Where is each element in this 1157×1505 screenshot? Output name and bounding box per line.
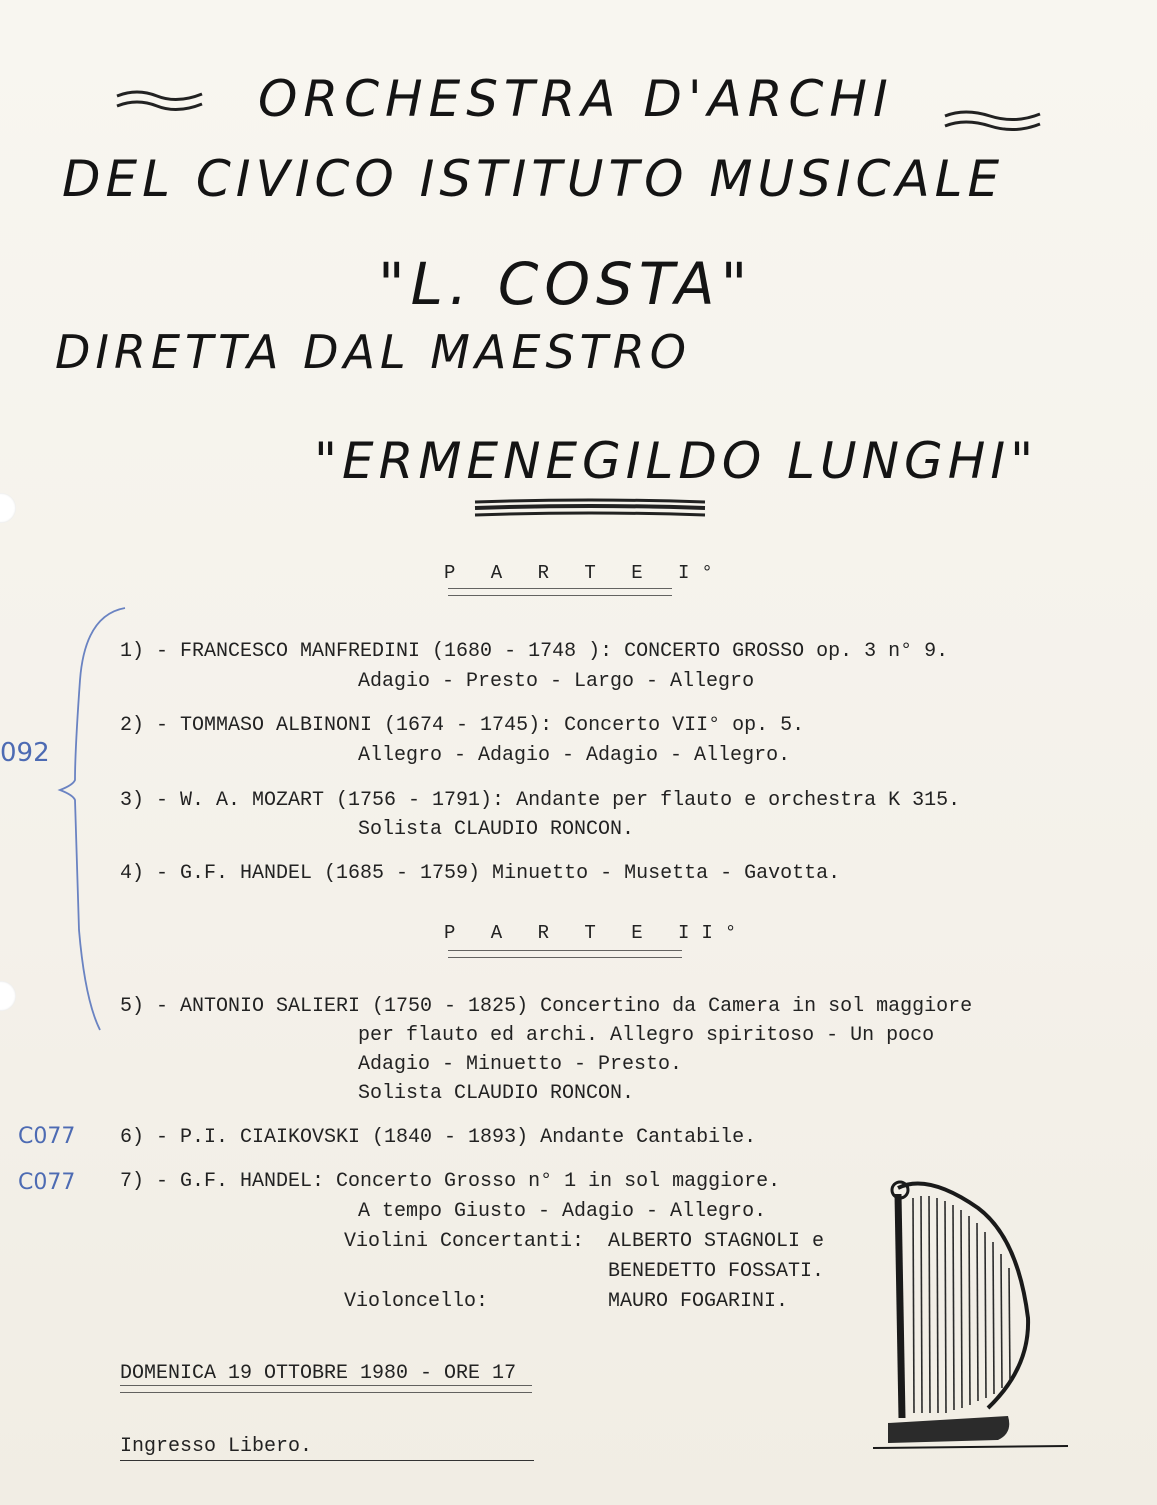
part-two-underline <box>448 950 682 958</box>
wave-ornament-left <box>112 86 212 116</box>
program-item-3-soloist: Solista CLAUDIO RONCON. <box>358 818 635 841</box>
violins-value-2: BENEDETTO FOSSATI. <box>608 1260 825 1283</box>
entry-info-underline <box>120 1460 534 1461</box>
program-item-7: 7) - G.F. HANDEL: Concerto Grosso n° 1 in sol maggiore. <box>120 1170 781 1193</box>
header-institute: DEL CIVICO ISTITUTO MUSICALE <box>62 150 1005 208</box>
punch-hole <box>0 981 16 1011</box>
program-item-4: 4) - G.F. HANDEL (1685 - 1759) Minuetto - Musetta - Gavotta. <box>120 862 841 885</box>
part-one-underline <box>448 588 672 596</box>
program-item-5-line2: per flauto ed archi. Allegro spiritoso - Un poco <box>358 1024 935 1047</box>
margin-brace <box>55 600 135 1040</box>
header-conductor-label: DIRETTA DAL MAESTRO <box>55 325 691 379</box>
program-item-1-movements: Adagio - Presto - Largo - Allegro <box>358 670 755 693</box>
header-title: ORCHESTRA D'ARCHI <box>258 70 894 128</box>
margin-note-c077: C077 <box>18 1170 76 1195</box>
program-item-3: 3) - W. A. MOZART (1756 - 1791): Andante per flauto e orchestra K 315. <box>120 789 961 812</box>
program-item-6: 6) - P.I. CIAIKOVSKI (1840 - 1893) Andante Cantabile. <box>120 1126 757 1149</box>
program-item-7-movements: A tempo Giusto - Adagio - Allegro. <box>358 1200 767 1223</box>
entry-info: Ingresso Libero. <box>120 1435 313 1458</box>
punch-hole <box>0 493 16 523</box>
cello-label: Violoncello: <box>344 1290 489 1313</box>
margin-note-c077: C077 <box>18 1124 76 1149</box>
violins-label: Violini Concertanti: <box>344 1230 585 1253</box>
title-underline-ornament <box>470 496 710 522</box>
program-item-5: 5) - ANTONIO SALIERI (1750 - 1825) Concertino da Camera in sol maggiore <box>120 995 973 1018</box>
wave-ornament-right <box>940 106 1050 136</box>
program-item-1: 1) - FRANCESCO MANFREDINI (1680 - 1748 ): CONCERTO GROSSO op. 3 n° 9. <box>120 640 949 663</box>
program-item-2: 2) - TOMMASO ALBINONI (1674 - 1745): Concerto VII° op. 5. <box>120 714 805 737</box>
concert-date: DOMENICA 19 OTTOBRE 1980 - ORE 17 <box>120 1362 517 1385</box>
violins-value-1: ALBERTO STAGNOLI e <box>608 1230 825 1253</box>
header-costa: "L. COSTA" <box>378 250 754 318</box>
program-item-5-line3: Adagio - Minuetto - Presto. <box>358 1053 683 1076</box>
harp-icon <box>868 1168 1078 1458</box>
concert-date-underline <box>120 1385 532 1393</box>
program-item-5-soloist: Solista CLAUDIO RONCON. <box>358 1082 635 1105</box>
margin-note-092: 092 <box>0 738 50 768</box>
cello-value: MAURO FOGARINI. <box>608 1290 789 1313</box>
header-conductor-name: "ERMENEGILDO LUNGHI" <box>314 432 1039 490</box>
program-item-2-movements: Allegro - Adagio - Adagio - Allegro. <box>358 744 791 767</box>
part-two-title: P A R T E II° <box>444 922 749 944</box>
part-one-title: P A R T E I° <box>444 562 725 584</box>
